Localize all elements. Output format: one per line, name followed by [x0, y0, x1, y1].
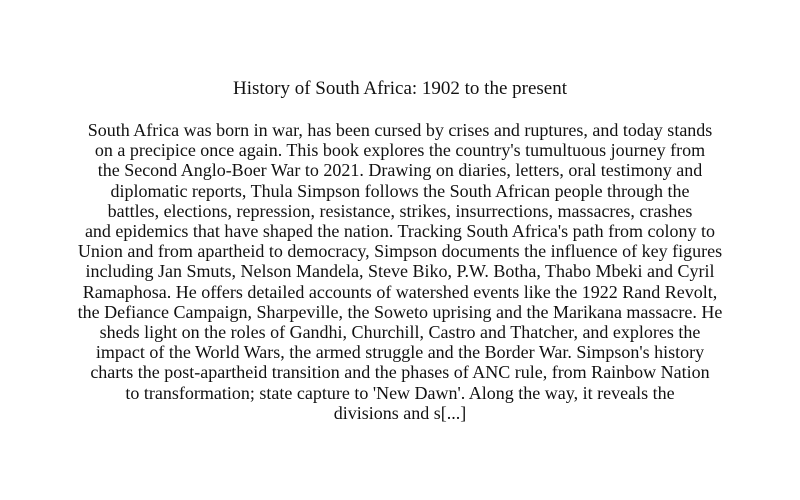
description-line: impact of the World Wars, the armed struggle and the Border War. Simpson's history [95, 342, 705, 363]
description-line: on a precipice once again. This book explores the country's tumultuous journey from [94, 140, 706, 161]
description-line: South Africa was born in war, has been cursed by crises and ruptures, and today stands [87, 120, 713, 140]
description-line: Ramaphosa. He offers detailed accounts of watershed events like the 1922 Rand Revolt, [82, 281, 718, 302]
description-line: divisions and s[...] [333, 402, 467, 423]
description-line: charts the post-apartheid transition and the phases of ANC rule, from Rainbow Nation [90, 362, 710, 383]
description-line: including Jan Smuts, Nelson Mandela, Steve Biko, P.W. Botha, Thabo Mbeki and Cyril [85, 261, 715, 282]
description-line: Union and from apartheid to democracy, Simpson documents the influence of key figures [77, 241, 723, 262]
book-title: History of South Africa: 1902 to the present [232, 78, 568, 99]
description-line: diplomatic reports, Thula Simpson follows the South African people through the [110, 180, 690, 201]
description-line: sheds light on the roles of Gandhi, Churchill, Castro and Thatcher, and explores the [99, 322, 701, 343]
book-description [30, 120, 770, 423]
description-line: and epidemics that have shaped the nation. Tracking South Africa's path from colony to [84, 221, 716, 242]
description-line: the Defiance Campaign, Sharpeville, the Soweto uprising and the Marikana massacre. He [77, 301, 723, 322]
description-line: to transformation; state capture to 'New Dawn'. Along the way, it reveals the [125, 382, 675, 403]
description-line: the Second Anglo-Boer War to 2021. Drawing on diaries, letters, oral testimony and [97, 160, 703, 181]
description-line: battles, elections, repression, resistance, strikes, insurrections, massacres, crashes [107, 200, 693, 221]
